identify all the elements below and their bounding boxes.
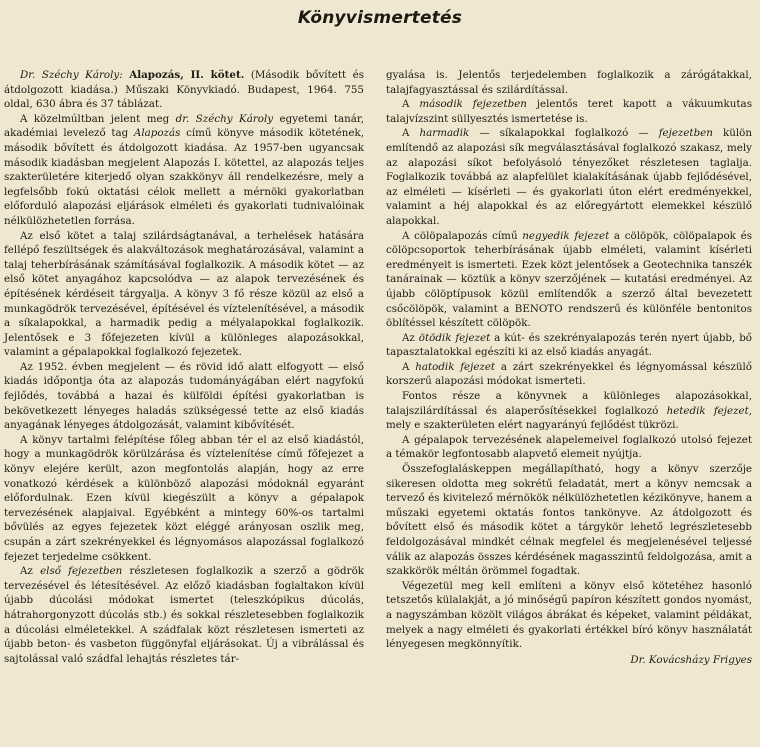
paragraph-text: — síkalapokkal foglalkozó — <box>469 127 659 140</box>
paragraph-text: Az <box>402 331 419 344</box>
reviewer-signature: Dr. Kovácsházy Frigyes <box>630 653 752 666</box>
paragraph <box>386 97 752 126</box>
citation <box>4 68 364 112</box>
paragraph: Összefoglaláskeppen megállapítható, hogy a könyv szerzője sikeresen oldotta meg sokrétű feladatát, mert a könyv nemcsak a tervező és kivitelező mérnökök nélkülözhetetlen kézikönyve, hanem a műszaki egyetemi oktatás fontos tankönyve. Az átdolgozott és bővített első és második kötet a tárgykör lehető legrészletesebb feldolgozásával mindkét célnak megfelel és megjelenésével teljessé válik az alapozás összes kérdésének magasszintű feldolgozása, amit a szakkörök méltán örömmel fogadtak. <box>386 463 752 578</box>
right-body <box>386 68 752 652</box>
paragraph-text: egyetemi tanár, akadémiai levelező tag <box>4 112 364 140</box>
paragraph-text: a zárt szekrényekkel és légnyomással készülő korszerű alapozási módokat ismerteti. <box>386 360 752 388</box>
paragraph: A gépalapok tervezésének alapelemeivel foglalkozó utolsó fejezet a témakör legfontosabb alapvető elemeit nyújtja. <box>386 433 752 461</box>
paragraph <box>4 564 364 666</box>
emphasis-text: ötödik fejezet <box>418 331 491 344</box>
paragraph-text: a cölöpök, cölöpalapok és cölöpcsoportok teherbírásának újabb elméleti, valamint kísérleti eredményeit is ismerteti. Ezek közt jelentősek a Geotechnika tanszék tanárainak — köztük a könyv szerzőjének — kutatási eredményei. Az újabb cölöptípusok közül említendők a szerző által bevezetett csőcölöpök, valamint a BENOTO rendszerű és különféle bentonitos öblítéssel készített cölöpök. <box>386 229 752 330</box>
paragraph-text: című könyve második kötetének, második bővített és átdolgozott kiadása. Az 1957-ben ugyancsak második kiadásban megjelent Alapozás I. kötettel, az alapozás teljes szakterületére kiterjedő olyan szakkönyv áll rendelkezésre, mely a legfelsőbb fokú oktatási célok mellett a mérnöki gyakorlatban előforduló alapozási eljárások elméleti és gyakorlati tudnivalóinak nélkülözhetetlen forrása. <box>4 127 364 227</box>
paragraph-text: külön említendő az alapozási sík megválasztásával foglalkozó szakasz, mely az alapozási síkot befolyásoló tényezőket részletesen taglalja. Foglalkozik továbbá az alapfelület kialakításának újabb fejlődésével, az elméleti — kísérleti — és gyakorlati úton elért eredményekkel, valamint a héj alapokkal és az előregyártott elemekkel készülő alapokkal. <box>386 127 752 227</box>
paragraph-text: részletesen foglalkozik a szerző a gödrök tervezésével és létesítésével. Az előző kiadásban foglaltakon kívül újabb dúcolási módokat ismertet (teleszkópikus dúcolás, hátrahorgonyzott dúcolás stb.) és sokkal részletesebben foglalkozik a dúcolási elméletekkel. A szádfalak közt részletesen ismerteti az újabb beton- és vasbeton függönyfal eljárásokat. Új a vibrálással és sajtolással való szádfal lehajtás részletes tár- <box>4 565 365 665</box>
paragraph-text: a kút- és szekrényalapozás terén nyert újabb, bő tapasztalatokkal egészíti ki az első kiadás anyagát. <box>386 331 752 359</box>
paragraph <box>4 112 364 229</box>
paragraph-text: , mely e szakterületen elért nagyarányú fejlődést tükrözi. <box>386 404 753 432</box>
emphasis-text: hetedik fejezet <box>666 404 749 417</box>
paragraph: Végezetül meg kell említeni a könyv első kötetéhez hasonló tetszetős külalakját, a jó minőségű papíron készített gondos nyomást, a nagyszámban közölt világos ábrákat és képeket, valamint példákat, melyek a nagy elméleti és gyakorlati értékkel bíró könyv használatát lényegesen megkönnyítik. <box>386 579 752 651</box>
paragraph-text: Fontos része a könyvnek a különleges alapozásokkal, talajszilárdítással és alaperősítésekkel foglalkozó <box>386 390 752 417</box>
citation-author: Dr. Széchy Károly: <box>20 69 123 81</box>
paragraph: A könyv tartalmi felépítése főleg abban tér el az első kiadástól, hogy a munkagödrök körülzárása és víztelenítése című főfejezet a könyv elejére került, azon megfontolás alapján, hogy az erre vonatkozó kérdések a különböző alapozási módoknál egyaránt előfordulnak. Ezen kívül kiegészült a könyv a gépalapok tervezésének alapjaival. Egyébként a mintegy 60%-os tartalmi bővülés az egyes fejezetek közt eléggé arányosan oszlik meg, csupán a zárt szekrényekkel és légnyomásos alapozással foglalkozó fejezet terjedelme csökkent. <box>4 433 364 563</box>
paragraph <box>386 229 752 331</box>
right-column <box>386 68 752 667</box>
paragraph-text: jelentős teret kapott a vákuumkutas talajvízszint süllyesztés ismertetése is. <box>386 98 752 125</box>
paragraph <box>386 68 752 97</box>
emphasis-text: dr. Széchy Károly <box>175 112 274 125</box>
citation-details: (Második bővített és átdolgozott kiadása.) Műszaki Könyvkiadó. Budapest, 1964. 755 oldal, 630 ábra és 37 táblázat. <box>4 69 365 111</box>
paragraph: Az első kötet a talaj szilárdságtanával, a terhelések hatására fellépő feszültségek és alakváltozások meghatározásával, valamint a talaj teherbírásának számításával foglalkozik. A második kötet — az első kötet anyagához kapcsolódva — az alapok tervezésének és építésének kérdéseit tárgyalja. A könyv 3 fő része közül az első a munkagödrök tervezésével, építésével és víztelenítésével, a második a síkalapokkal, a harmadik pedig a mélyalapokkal foglalkozik. Jelentősek e 3 főfejezeten kívül a különleges alapozásokkal, valamint a gépalapokkal foglalkozó fejezetek. <box>4 229 364 359</box>
paragraph <box>386 126 752 228</box>
emphasis-text: Alapozás <box>133 127 181 140</box>
emphasis-text: fejezetben <box>658 127 713 140</box>
paragraph-text: Az <box>20 565 41 578</box>
emphasis-text: harmadik <box>419 127 470 140</box>
left-column <box>4 68 364 666</box>
paragraph-text: A <box>402 98 420 111</box>
paragraph: Az 1952. évben megjelent — és rövid idő alatt elfogyott — első kiadás időpontja óta az alapozás tudományágában elért nagyfokú fejlődés, továbbá a hazai és külföldi építési gyakorlatban is bekövetkezett lényeges haladás szükségessé tette az első kiadás anyagának lényeges átdolgozását, valamint kibővítését. <box>4 360 364 432</box>
page-title: Könyvismertetés <box>297 8 463 28</box>
paragraph-text: A közelmúltban jelent meg <box>20 112 176 125</box>
left-body <box>4 112 364 667</box>
paragraph <box>386 360 752 389</box>
emphasis-text: második fejezetben <box>419 98 527 111</box>
paragraph-text: A <box>402 127 420 140</box>
emphasis-text: hatodik fejezet <box>415 360 496 373</box>
paragraph-text: A cölöpalapozás című <box>402 229 523 242</box>
paragraph-text: gyalása is. Jelentős terjedelemben foglalkozik a zárógátakkal, talajfagyasztással és szilárdítással. <box>386 69 752 96</box>
citation-book-title: Alapozás, II. kötet. <box>129 69 245 81</box>
paragraph-text: A <box>402 360 416 373</box>
emphasis-text: első fejezetben <box>40 565 123 578</box>
emphasis-text: negyedik fejezet <box>522 229 610 242</box>
paragraph <box>386 389 752 433</box>
paragraph <box>386 331 752 360</box>
